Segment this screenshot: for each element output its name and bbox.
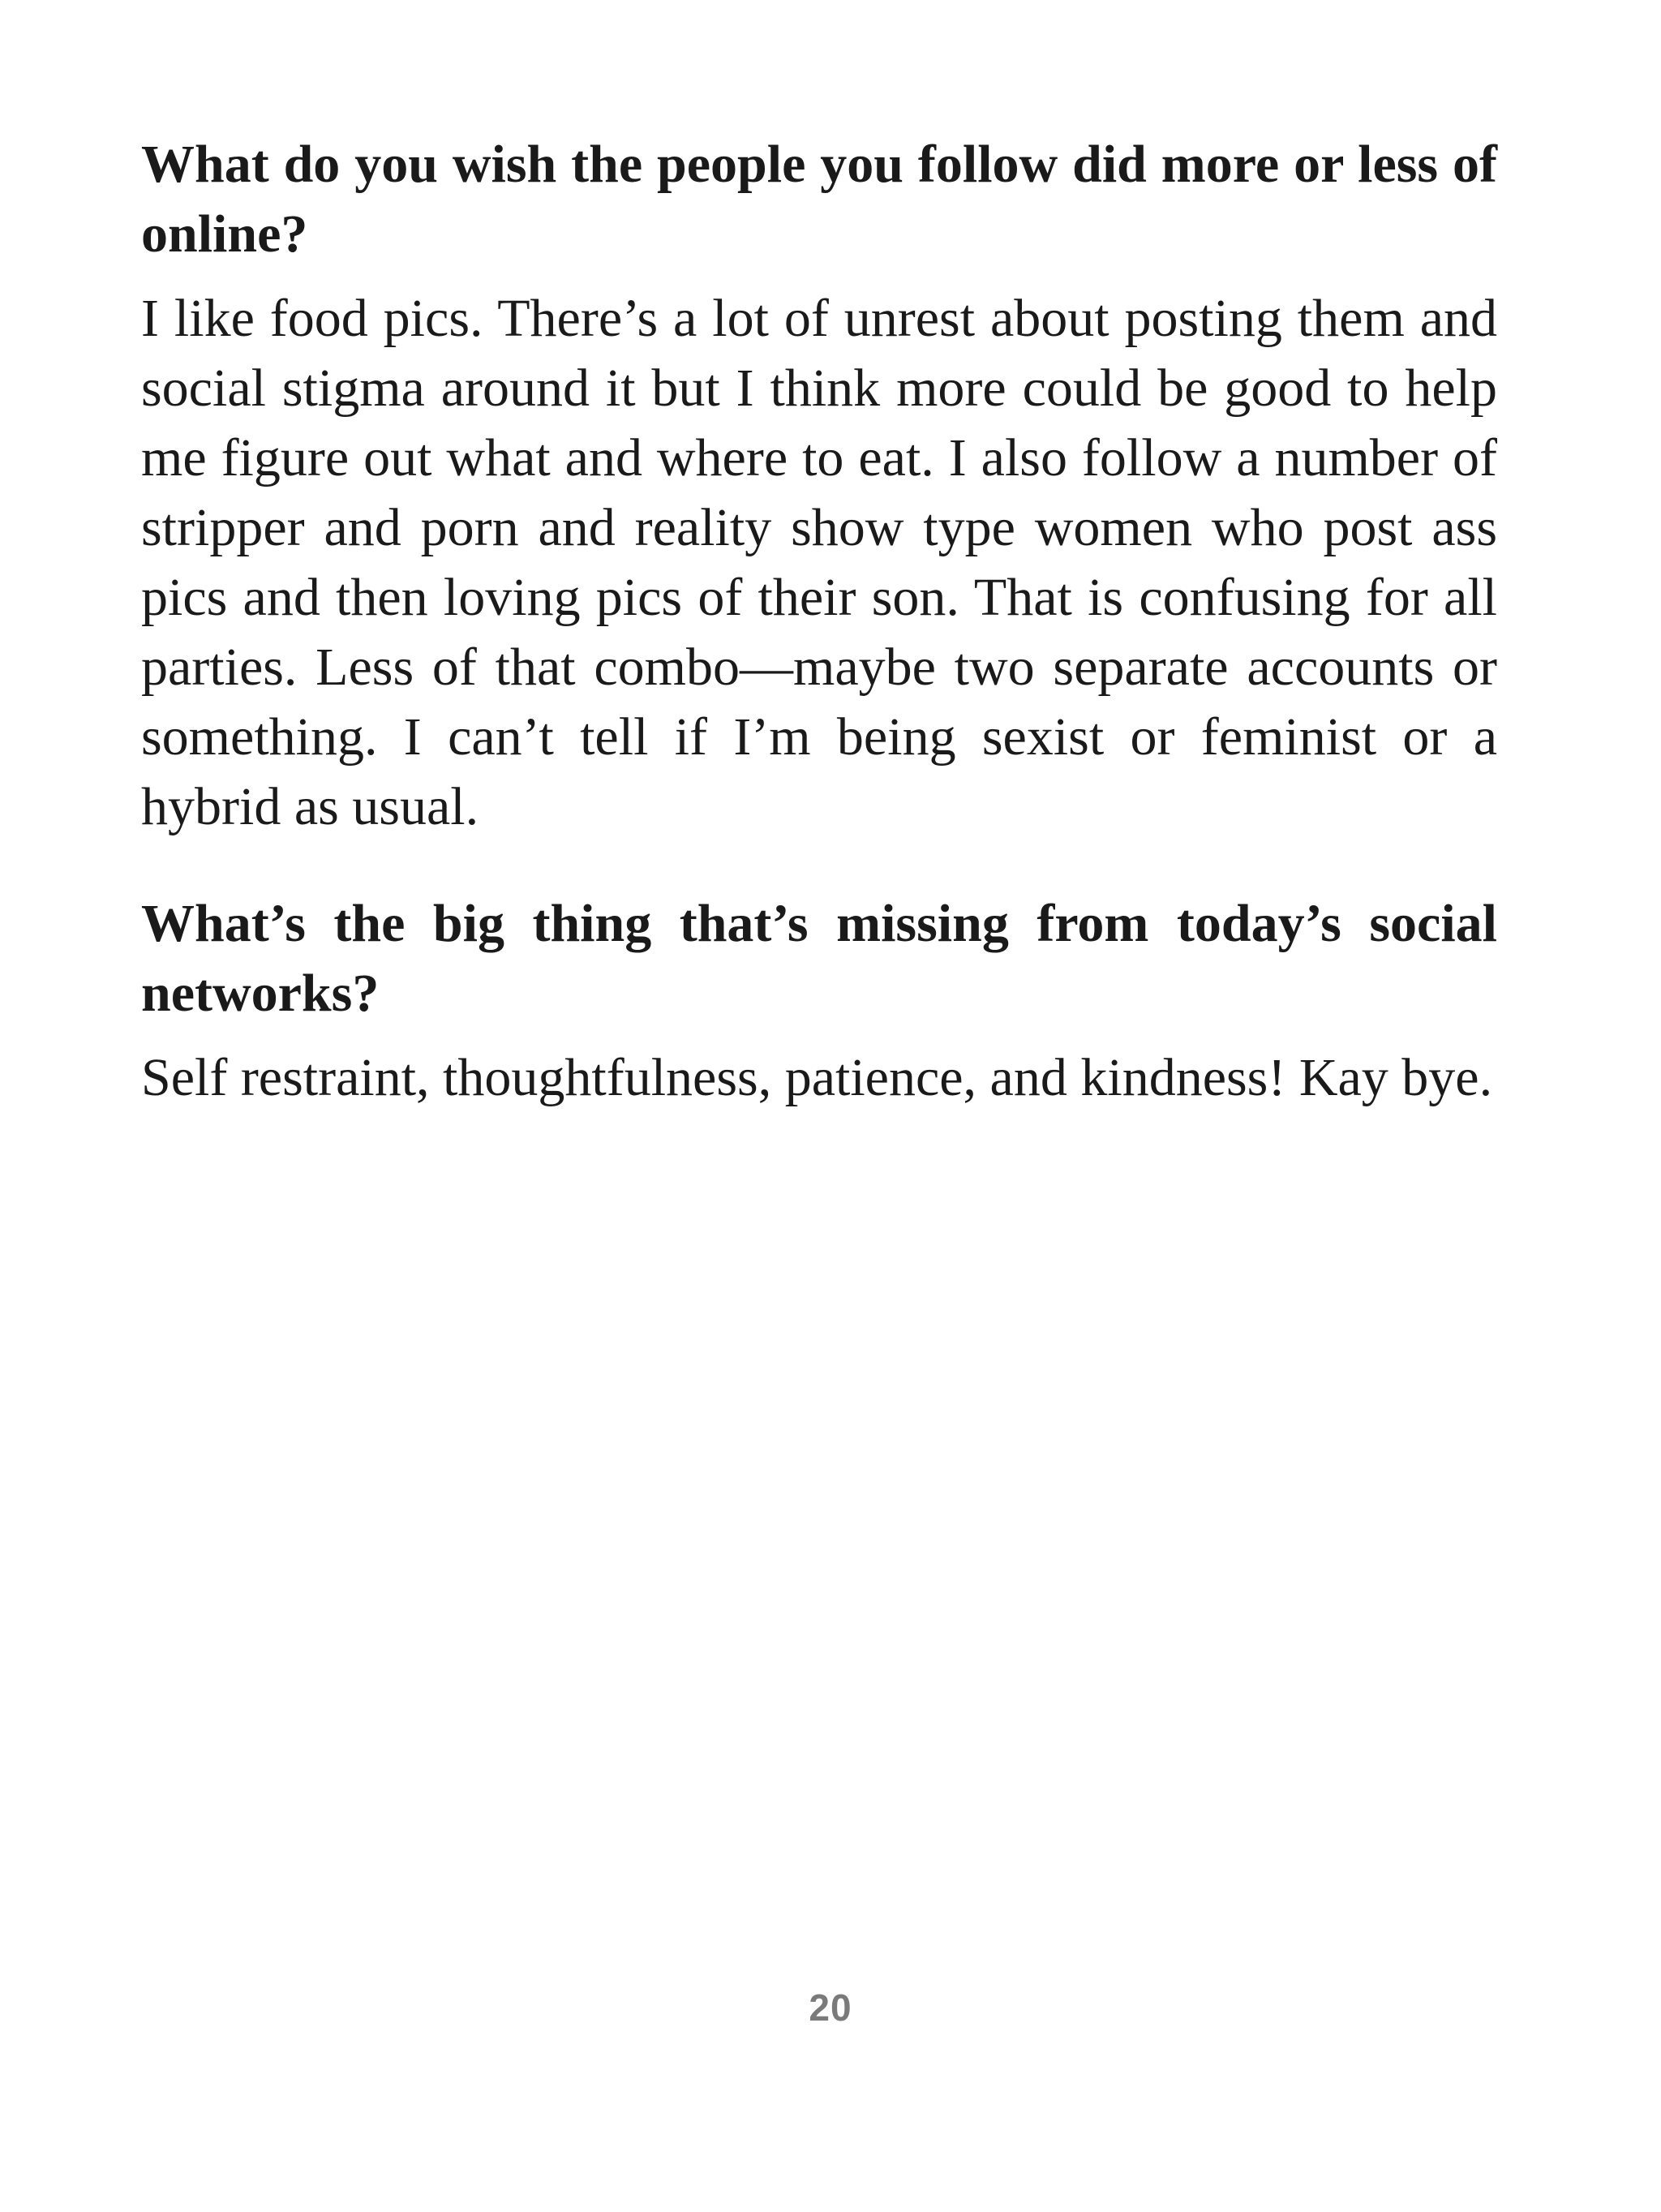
page-content <box>141 130 1497 1113</box>
question-heading: What do you wish the people you follow did more or less of online? <box>141 135 1497 264</box>
page-number: 20 <box>809 1987 852 2029</box>
qa-section-2 <box>141 889 1497 1113</box>
answer-paragraph: I like food pics. There’s a lot of unrest about posting them and social stigma around it but I think more could be good to help me figure out what and where to eat. I also follow a number of stripper and porn and reality show type women who post ass pics and then loving pics of their son. That is confusing for all parties. Less of that combo—maybe two separate accounts or something. I can’t tell if I’m being sexist or feminist or a hybrid as usual. <box>141 289 1497 836</box>
question-heading: What’s the big thing that’s missing from today’s social networks? <box>141 894 1497 1023</box>
qa-section-1 <box>141 130 1497 842</box>
answer-paragraph: Self restraint, thoughtfulness, patience, and kindness! Kay bye. <box>141 1048 1493 1107</box>
